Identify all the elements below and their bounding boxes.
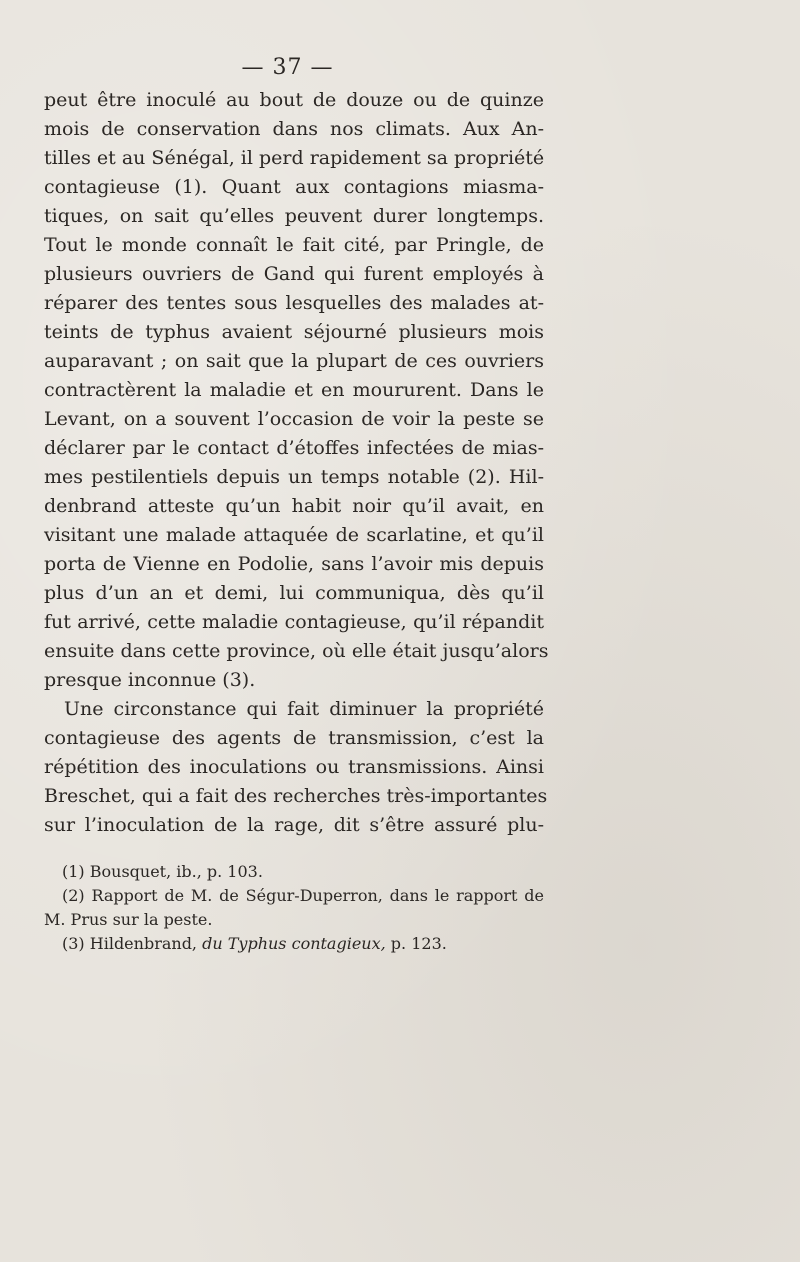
text-line: contagieuse des agents de transmission, c’est la (44, 727, 544, 749)
footnote-3-title: du Typhus contagieux, (202, 934, 386, 953)
text-line: répétition des inoculations ou transmissions. Ainsi (44, 756, 544, 778)
text-line: déclarer par le contact d’étoffes infectées de mias- (44, 437, 544, 459)
paragraph-start-line: Une circonstance qui fait diminuer la propriété (64, 698, 544, 720)
text-line: teints de typhus avaient séjourné plusieurs mois (44, 321, 544, 343)
body-text (44, 86, 549, 840)
text-line: tilles et au Sénégal, il perd rapidement sa propriété (44, 147, 545, 169)
text-line: mes pestilentiels depuis un temps notable (2). Hil- (44, 466, 544, 488)
text-line: réparer des tentes sous lesquelles des malades at- (44, 292, 544, 314)
paragraph-end-line: presque inconnue (3). (44, 669, 256, 691)
text-line: peut être inoculé au bout de douze ou de quinze (44, 89, 544, 111)
text-line: Breschet, qui a fait des recherches très-importantes (44, 785, 548, 807)
footnote-3 (44, 932, 544, 956)
text-line: sur l’inoculation de la rage, dit s’être assuré plu- (44, 814, 544, 836)
footnote-3-prefix: (3) Hildenbrand, (62, 934, 203, 953)
text-line: denbrand atteste qu’un habit noir qu’il avait, en (44, 495, 544, 517)
text-line: visitant une malade attaquée de scarlatine, et qu’il (44, 524, 544, 546)
text-line: mois de conservation dans nos climats. Aux An- (44, 118, 544, 140)
text-line: ensuite dans cette province, où elle était jusqu’alors (44, 640, 549, 662)
footnote-3-suffix: p. 123. (385, 934, 447, 953)
text-line: porta de Vienne en Podolie, sans l’avoir mis depuis (44, 553, 544, 575)
text-line: contagieuse (1). Quant aux contagions miasma- (44, 176, 544, 198)
text-line: Levant, on a souvent l’occasion de voir la peste se (44, 408, 544, 430)
footnotes (44, 860, 544, 956)
text-line: plusieurs ouvriers de Gand qui furent employés à (44, 263, 544, 285)
footnote-2: (2) Rapport de M. de Ségur-Duperron, dans le rapport de (62, 886, 544, 905)
text-line: auparavant ; on sait que la plupart de ces ouvriers (44, 350, 544, 372)
text-line: tiques, on sait qu’elles peuvent durer longtemps. (44, 205, 544, 227)
footnote-2-continuation: M. Prus sur la peste. (44, 910, 213, 929)
footnote-1: (1) Bousquet, ib., p. 103. (62, 862, 263, 881)
text-line: plus d’un an et demi, lui communiqua, dès qu’il (44, 582, 544, 604)
text-line: fut arrivé, cette maladie contagieuse, qu’il répandit (44, 611, 544, 633)
text-line: Tout le monde connaît le fait cité, par Pringle, de (44, 234, 544, 256)
text-line: contractèrent la maladie et en moururent. Dans le (44, 379, 544, 401)
page-number: — 37 — (241, 55, 334, 80)
